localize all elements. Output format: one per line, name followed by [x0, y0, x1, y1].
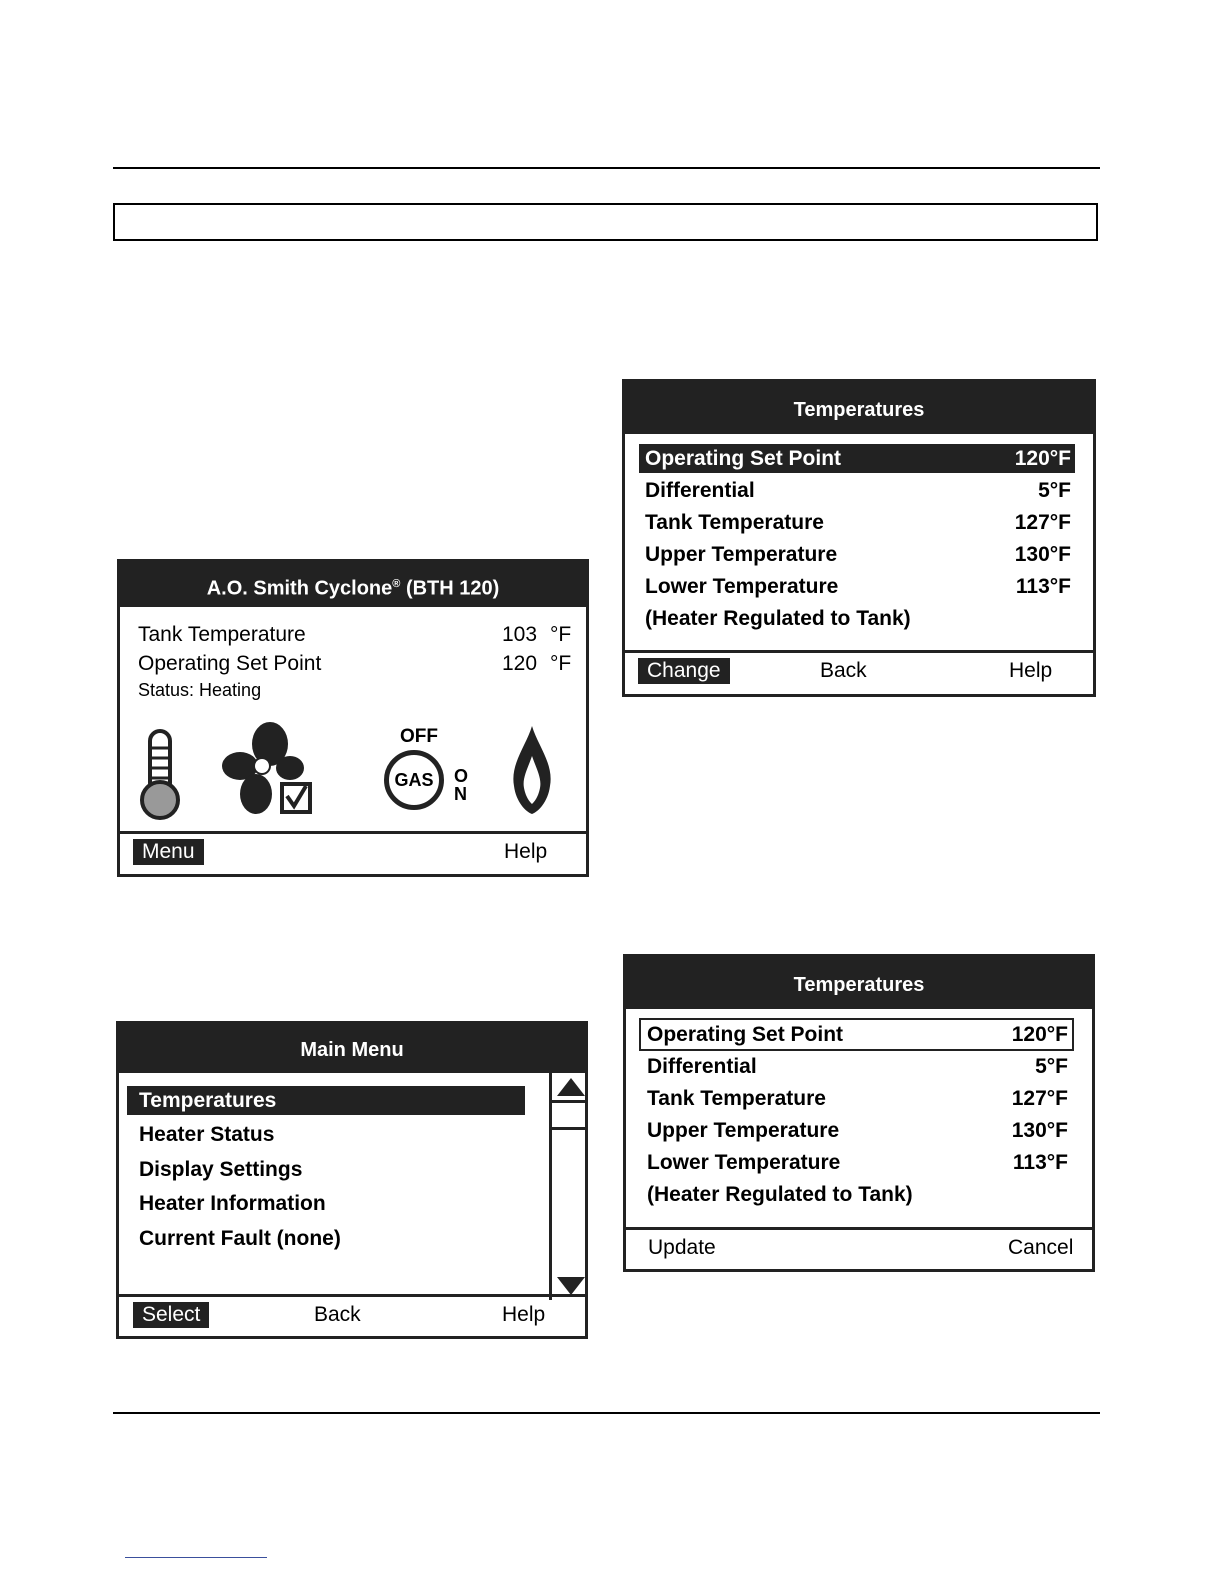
temperatures-title-bar	[625, 382, 1093, 434]
reading-label: Tank Temperature	[138, 623, 306, 646]
temperature-value[interactable]: 120°F	[1011, 1023, 1068, 1046]
home-screen	[117, 559, 589, 877]
temperature-label: Lower Temperature	[645, 575, 839, 598]
temperature-value: 127°F	[1014, 511, 1071, 534]
temperature-value: 130°F	[1014, 543, 1071, 566]
temperature-row-tank[interactable]	[639, 508, 1075, 537]
main-menu-title: Main Menu	[300, 1039, 404, 1061]
menu-item-heater-information[interactable]: Heater Information	[139, 1192, 326, 1215]
main-menu-screen	[116, 1021, 588, 1339]
thermometer-icon	[138, 728, 182, 822]
reading-value: 120	[502, 652, 538, 675]
home-screen-title-bar	[120, 562, 586, 607]
scroll-up-arrow-icon[interactable]	[555, 1076, 587, 1098]
flame-icon	[508, 724, 556, 816]
temperature-value: 120°F	[1014, 447, 1071, 470]
help-softkey[interactable]: Help	[504, 840, 548, 863]
temperature-label: Upper Temperature	[645, 543, 838, 566]
temperature-row-operating-set-point[interactable]	[639, 444, 1075, 473]
temperature-label: Lower Temperature	[647, 1151, 841, 1174]
temperature-row-lower[interactable]	[641, 1148, 1072, 1177]
temperature-row-differential[interactable]	[641, 1052, 1072, 1081]
gas-dial	[384, 750, 444, 810]
registered-mark: ®	[392, 578, 401, 590]
temperature-label: Tank Temperature	[647, 1087, 826, 1110]
menu-scrollbar-track[interactable]	[552, 1073, 588, 1300]
menu-item-heater-status[interactable]: Heater Status	[139, 1123, 275, 1146]
temperature-row-tank[interactable]	[641, 1084, 1072, 1113]
temperature-label: Operating Set Point	[645, 447, 842, 470]
temperature-row-operating-set-point[interactable]	[641, 1020, 1072, 1049]
blower-fan-icon	[220, 722, 320, 818]
temperatures-edit-softkey-bar	[626, 1227, 1092, 1269]
back-softkey[interactable]: Back	[314, 1303, 361, 1326]
section-heading-box	[113, 203, 1098, 241]
temperature-label: Operating Set Point	[647, 1023, 844, 1046]
temperature-label: Differential	[647, 1055, 757, 1078]
back-softkey[interactable]: Back	[820, 659, 867, 682]
regulation-note-text: (Heater Regulated to Tank)	[647, 1183, 913, 1206]
temperatures-softkey-bar	[625, 650, 1093, 694]
bottom-rule	[113, 1412, 1100, 1414]
reading-row	[138, 649, 576, 678]
help-softkey[interactable]: Help	[1009, 659, 1053, 682]
temperatures-screen-select	[622, 379, 1096, 697]
menu-item-current-fault[interactable]: Current Fault (none)	[139, 1227, 341, 1250]
scroll-thumb[interactable]	[552, 1100, 588, 1130]
gas-dial-label: GAS	[394, 770, 434, 790]
cancel-softkey[interactable]: Cancel	[1008, 1236, 1074, 1259]
temperature-row-upper[interactable]	[639, 540, 1075, 569]
home-screen-title: A.O. Smith Cyclone	[206, 577, 393, 600]
home-screen-model: (BTH 120)	[400, 577, 500, 600]
temperature-value: 5°F	[1038, 479, 1071, 502]
select-softkey[interactable]: Select	[133, 1302, 209, 1328]
reading-label: Operating Set Point	[138, 652, 322, 675]
gas-valve-icon	[382, 726, 482, 822]
temperature-value: 5°F	[1035, 1055, 1068, 1078]
temperature-row-differential[interactable]	[639, 476, 1075, 505]
status-text: Status: Heating	[138, 680, 262, 700]
temperature-label: Differential	[645, 479, 755, 502]
reading-unit: °F	[550, 652, 572, 675]
regulation-note	[641, 1180, 1072, 1209]
regulation-note	[639, 604, 1075, 633]
main-menu-title-bar	[119, 1024, 585, 1073]
update-softkey[interactable]: Update	[648, 1236, 716, 1259]
regulation-note-text: (Heater Regulated to Tank)	[645, 607, 911, 630]
reading-unit: °F	[550, 623, 572, 646]
gas-on-letter-n: N	[454, 784, 467, 804]
temperature-row-lower[interactable]	[639, 572, 1075, 601]
temperature-label: Upper Temperature	[647, 1119, 840, 1142]
footer-link-underline	[125, 1557, 267, 1558]
temperature-row-upper[interactable]	[641, 1116, 1072, 1145]
reading-value: 103	[502, 623, 538, 646]
temperatures-screen-edit	[623, 954, 1095, 1272]
menu-item-display-settings[interactable]: Display Settings	[139, 1158, 303, 1181]
temperature-value: 113°F	[1012, 1151, 1068, 1174]
temperatures-title: Temperatures	[793, 399, 925, 421]
gas-off-label: OFF	[400, 726, 438, 747]
temperature-label: Tank Temperature	[645, 511, 824, 534]
change-softkey[interactable]: Change	[638, 658, 730, 684]
temperature-value: 127°F	[1011, 1087, 1068, 1110]
gas-on-letter-o: O	[454, 766, 469, 786]
temperatures-edit-title: Temperatures	[793, 974, 925, 996]
menu-item-temperatures[interactable]: Temperatures	[127, 1086, 525, 1115]
temperature-value: 113°F	[1015, 575, 1071, 598]
temperatures-edit-title-bar	[626, 957, 1092, 1009]
menu-softkey[interactable]: Menu	[133, 839, 204, 865]
top-rule	[113, 167, 1100, 169]
main-menu-softkey-bar	[119, 1294, 585, 1336]
reading-row	[138, 620, 576, 649]
home-softkey-bar	[120, 831, 586, 874]
help-softkey[interactable]: Help	[502, 1303, 546, 1326]
temperature-value: 130°F	[1011, 1119, 1068, 1142]
